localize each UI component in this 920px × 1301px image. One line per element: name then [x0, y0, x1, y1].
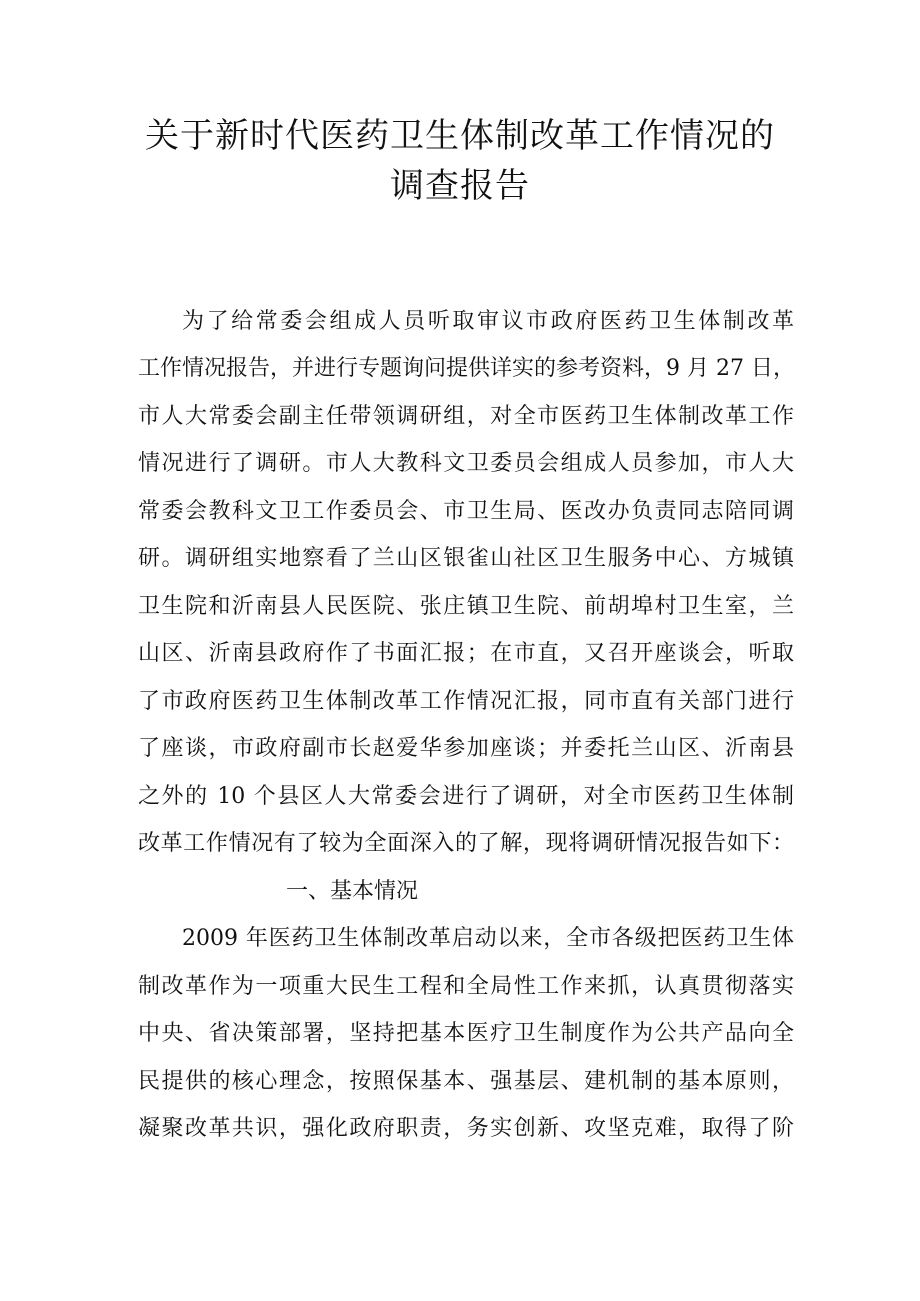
paragraph-1-line-7: 卫生院和沂南县人民医院、张庄镇卫生院、前胡埠村卫生室，兰	[138, 594, 794, 619]
document-title-line-1: 关于新时代医药卫生体制改革工作情况的	[145, 116, 775, 156]
paragraph-2-line-4: 民提供的核心理念，按照保基本、强基层、建机制的基本原则，	[138, 1069, 794, 1094]
paragraph-1-line-12: 改革工作情况有了较为全面深入的了解，现将调研情况报告如下：	[138, 831, 794, 856]
paragraph-1-line-4: 情况进行了调研。市人大教科文卫委员会组成人员参加，市人大	[138, 451, 794, 476]
paragraph-1-line-1: 为了给常委会组成人员听取审议市政府医药卫生体制改革	[182, 309, 794, 334]
paragraph-1-line-8: 山区、沂南县政府作了书面汇报；在市直，又召开座谈会，听取	[138, 641, 794, 666]
paragraph-1-line-3: 市人大常委会副主任带领调研组，对全市医药卫生体制改革工作	[138, 404, 794, 429]
paragraph-1-line-11: 之外的 10 个县区人大常委会进行了调研，对全市医药卫生体制	[138, 784, 794, 809]
paragraph-1-line-6: 研。调研组实地察看了兰山区银雀山社区卫生服务中心、方城镇	[138, 546, 794, 571]
paragraph-1-line-5: 常委会教科文卫工作委员会、市卫生局、医改办负责同志陪同调	[138, 499, 794, 524]
paragraph-2-line-3: 中央、省决策部署，坚持把基本医疗卫生制度作为公共产品向全	[138, 1021, 794, 1046]
section-heading-basic-situation: 一、基本情况	[286, 879, 419, 904]
paragraph-2-line-1: 2009 年医药卫生体制改革启动以来，全市各级把医药卫生体	[182, 926, 794, 951]
document-title-line-2: 调查报告	[390, 166, 530, 206]
paragraph-1-line-9: 了市政府医药卫生体制改革工作情况汇报，同市直有关部门进行	[138, 689, 794, 714]
paragraph-2-line-5: 凝聚改革共识，强化政府职责，务实创新、攻坚克难，取得了阶	[138, 1116, 794, 1141]
paragraph-2-line-2: 制改革作为一项重大民生工程和全局性工作来抓，认真贯彻落实	[138, 974, 794, 999]
paragraph-1-line-10: 了座谈，市政府副市长赵爱华参加座谈；并委托兰山区、沂南县	[138, 736, 794, 761]
paragraph-1-line-2: 工作情况报告，并进行专题询问提供详实的参考资料，9 月 27 日，	[138, 356, 795, 381]
